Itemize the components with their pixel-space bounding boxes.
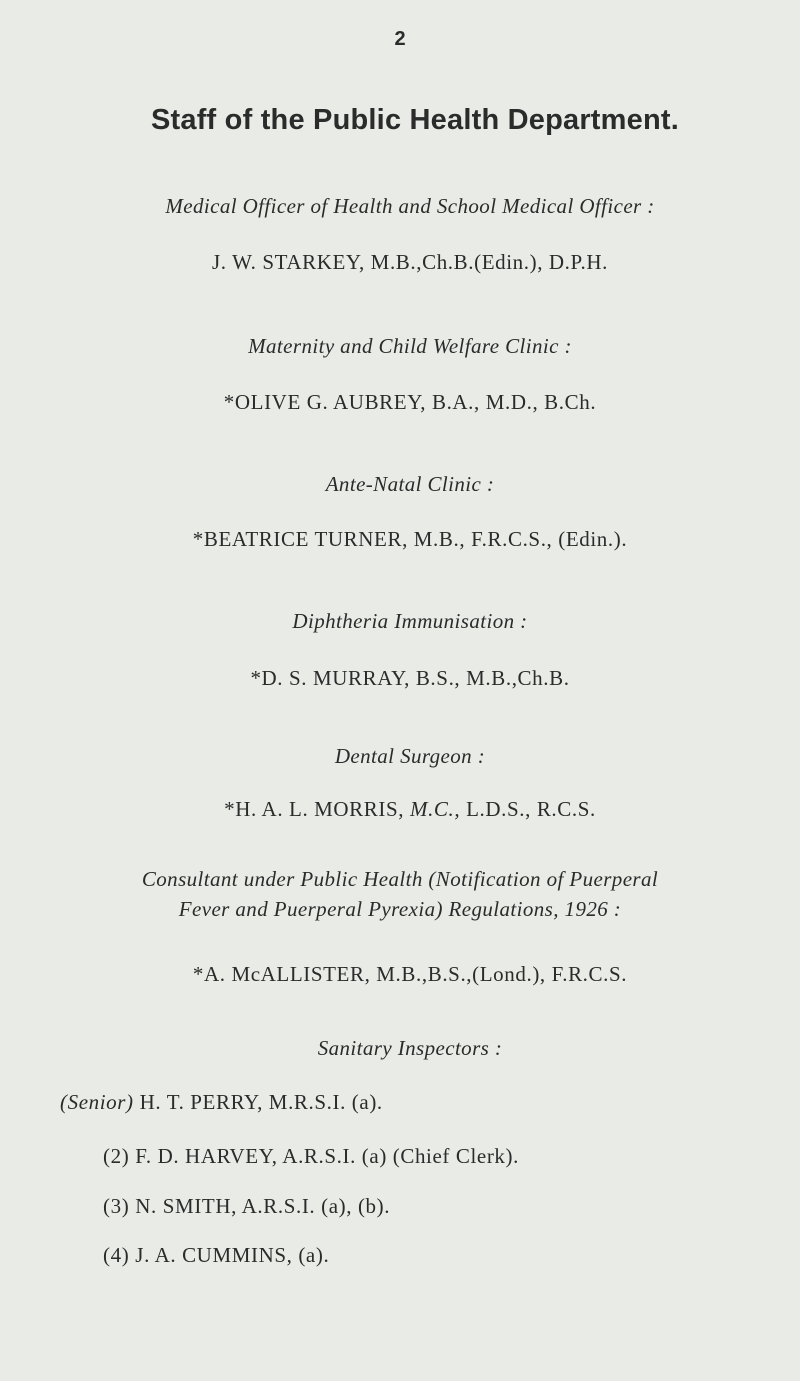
inspector-prefix: (4)	[103, 1243, 130, 1267]
staff-name-consultant: *A. McALLISTER, M.B.,B.S.,(Lond.), F.R.C.S.	[192, 962, 628, 986]
page-title: Staff of the Public Health Department.	[150, 104, 680, 136]
section-heading-consultant-line2: Fever and Puerperal Pyrexia) Regulations, 1926 :	[178, 897, 622, 921]
staff-name-medical-officer: J. W. STARKEY, M.B.,Ch.B.(Edin.), D.P.H.	[212, 250, 608, 274]
section-heading-maternity-clinic: Maternity and Child Welfare Clinic :	[248, 334, 572, 358]
staff-name-dental-part2: L.D.S., R.C.S.	[466, 797, 596, 821]
section-heading-diphtheria: Diphtheria Immunisation :	[292, 609, 528, 633]
page-number: 2	[394, 28, 406, 50]
section-heading-consultant	[0, 864, 800, 924]
section-heading-consultant-line1: Consultant under Public Health (Notification of Puerperal	[141, 867, 659, 891]
staff-name-dental-honour: M.C.,	[409, 797, 461, 821]
inspector-row	[103, 1243, 329, 1268]
staff-name-ante-natal: *BEATRICE TURNER, M.B., F.R.C.S., (Edin.).	[192, 527, 628, 551]
inspector-name: J. A. CUMMINS, (a).	[135, 1243, 330, 1267]
inspector-row	[103, 1144, 519, 1169]
inspector-name: N. SMITH, A.R.S.I. (a), (b).	[135, 1194, 391, 1218]
section-heading-sanitary-inspectors: Sanitary Inspectors :	[317, 1036, 503, 1060]
section-heading-dental-surgeon: Dental Surgeon :	[334, 744, 486, 768]
inspector-name: H. T. PERRY, M.R.S.I. (a).	[139, 1090, 383, 1114]
staff-name-maternity-clinic: *OLIVE G. AUBREY, B.A., M.D., B.Ch.	[223, 390, 597, 414]
inspector-prefix: (Senior)	[60, 1090, 134, 1114]
staff-name-dental-part1: *H. A. L. MORRIS,	[224, 797, 405, 821]
inspector-prefix: (3)	[103, 1194, 130, 1218]
staff-name-dental-surgeon	[0, 797, 800, 822]
section-heading-ante-natal: Ante-Natal Clinic :	[325, 472, 495, 496]
section-heading-medical-officer: Medical Officer of Health and School Medical Officer :	[165, 194, 655, 218]
inspector-prefix: (2)	[103, 1144, 130, 1168]
inspector-name: F. D. HARVEY, A.R.S.I. (a) (Chief Clerk).	[135, 1144, 519, 1168]
inspector-row	[60, 1090, 383, 1115]
staff-name-diphtheria: *D. S. MURRAY, B.S., M.B.,Ch.B.	[250, 666, 570, 690]
inspector-row	[103, 1194, 390, 1219]
